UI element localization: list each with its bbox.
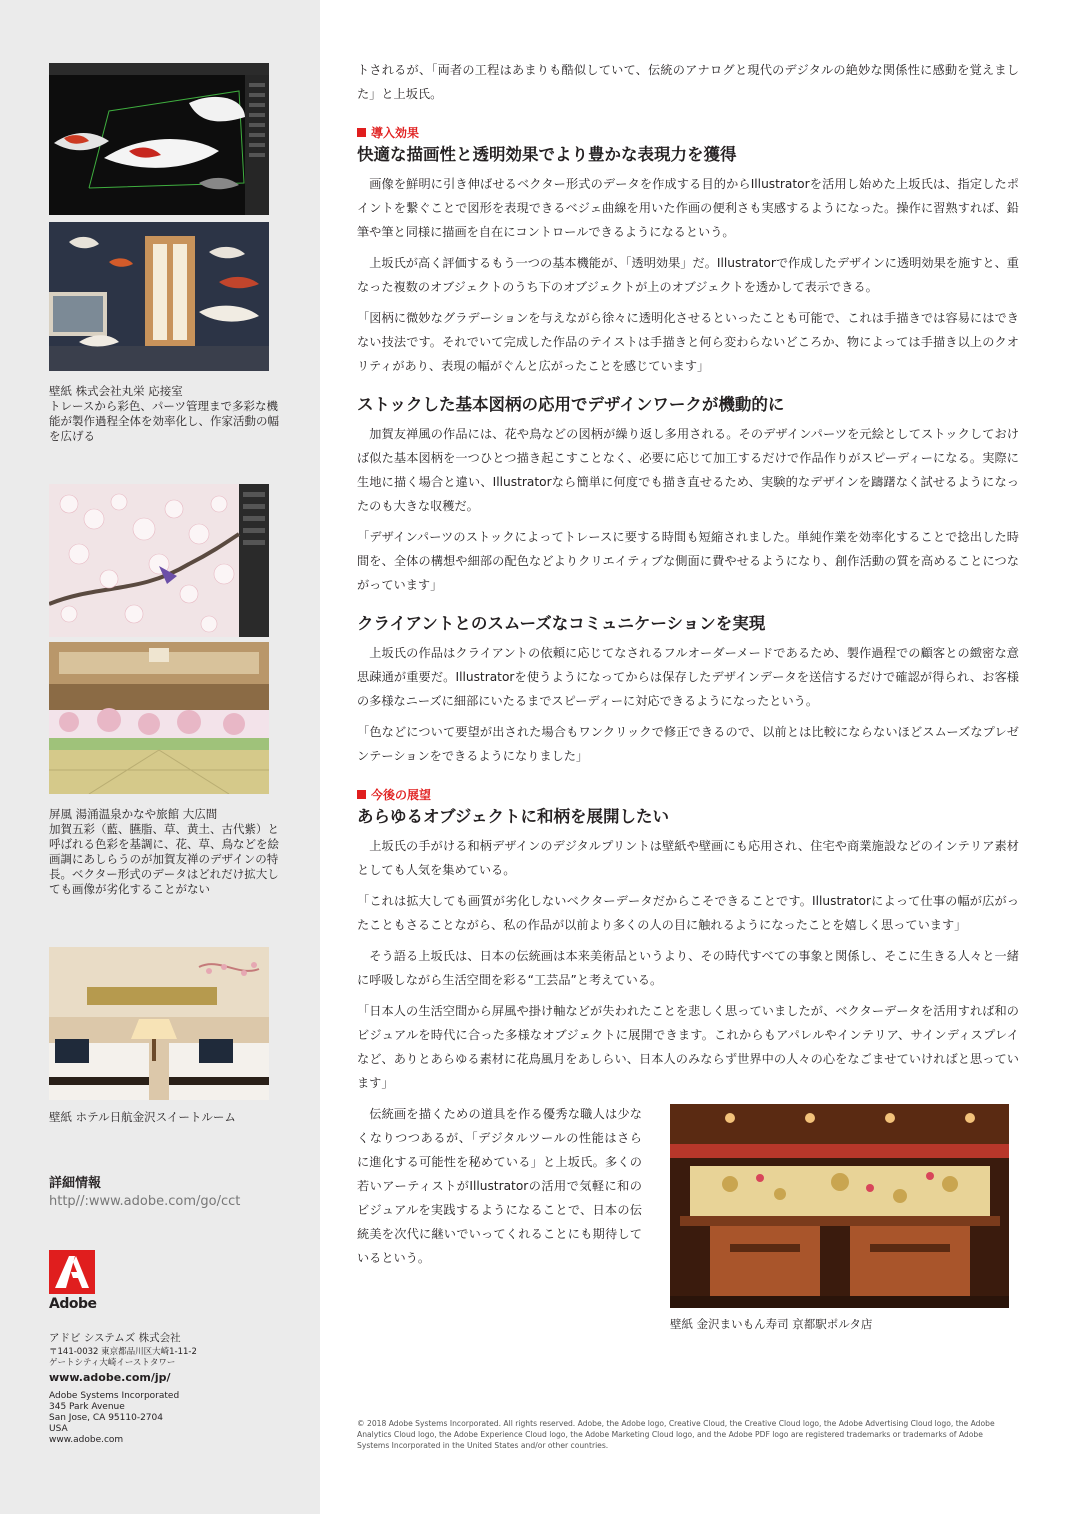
banquet-hall-photo: [49, 642, 269, 794]
section4-heading: あらゆるオブジェクトに和柄を展開したい: [357, 807, 670, 826]
company-en-address-1: 345 Park Avenue: [49, 1402, 125, 1412]
sushi-restaurant-photo: [670, 1104, 1009, 1308]
reception-room-photo: [49, 222, 269, 371]
paragraph: 伝統画を描くための道具を作る優秀な職人は少なくなりつつあるが、「デジタルツールの性能はさらに進化する可能性を秘めている」と上坂氏。多くの若いアーティストがIllustratorの活用で気軽に和のビジュアルを実践するようになることで、日本の伝統美を次代に継いでいってくれることにも期待しているという。: [357, 1107, 642, 1265]
company-en-address-2: San Jose, CA 95110-2704: [49, 1413, 163, 1423]
section3-heading: クライアントとのスムーズなコミュニケーションを実現: [357, 614, 766, 633]
section1-heading: 快適な描画性と透明効果でより豊かな表現力を獲得: [357, 145, 737, 164]
red-square-icon: [357, 790, 366, 799]
caption-hotel: [49, 1110, 279, 1125]
quote-paragraph: 「日本人の生活空間から屏風や掛け軸などが失われたことを悲しく思っていましたが、ベクターデータを活用すれば和のビジュアルを時代に合った多様なオブジェクトに展開できます。これからもアパレルやインテリア、サインディスプレイなど、ありとあらゆる素材に花鳥風月をあしらい、日本人のみならず世界中の人々の心をなごませていければと思っています」: [357, 1004, 1019, 1090]
info-url[interactable]: http//:www.adobe.com/go/cct: [49, 1194, 241, 1209]
quote-paragraph: 「図柄に微妙なグラデーションを与えながら徐々に透明化させるといったことも可能で、これは手描きでは容易にはできない技法です。それでいて完成した作品のテイストは手描きと何ら変わらないどころか、物によっては手描き以上のクオリティがあり、表現の幅がぐんと広がったことを感じています」: [357, 311, 1019, 373]
red-square-icon: [357, 128, 366, 137]
company-name: アドビ システムズ 株式会社: [49, 1332, 181, 1344]
caption-reception: [49, 384, 279, 444]
caption-text: トレースから彩色、パーツ管理まで多彩な機能が製作過程全体を効率化し、作家活動の幅を広げる: [49, 399, 279, 443]
caption-title: 壁紙 株式会社丸栄 応接室: [49, 384, 183, 398]
company-en-country: USA: [49, 1424, 68, 1434]
adobe-wordmark: Adobe: [49, 1296, 97, 1312]
info-title: 詳細情報: [49, 1176, 102, 1191]
paragraph: 画像を鮮明に引き伸ばせるベクター形式のデータを作成する目的からIllustratorを活用し始めた上坂氏は、指定したポイントを繋ぐことで図形を表現できるベジェ曲線を用いた作画の便利さも実感するようになった。操作に習熟すれば、鉛筆や筆と同様に描画を自在にコントロールできるようになるという。: [357, 177, 1019, 239]
caption-text: 加賀五彩（藍、臙脂、草、黄土、古代紫）と呼ばれる色彩を基調に、花、草、鳥などを絵画調にあしらうのが加賀友禅のデザインの特長。ベクター形式のデータはどれだけ拡大しても画像が劣化することがない: [49, 822, 279, 896]
closing-block: [357, 1102, 1019, 1331]
company-address-1: 〒141-0032 東京都品川区大崎1-11-2: [49, 1347, 197, 1357]
koi-software-screenshot: [49, 63, 269, 215]
section-label-outlook: 今後の展望: [357, 786, 1019, 804]
photo-caption: 壁紙 金沢まいもん寿司 京都駅ポルタ店: [670, 1317, 873, 1331]
paragraph: そう語る上坂氏は、日本の伝統画は本来美術品というより、その時代すべての事象と関係し、そこに生きる人々と一緒に呼吸しながら生活空間を彩る“工芸品”と考えている。: [357, 949, 1019, 987]
intro-paragraph: トされるが、「両者の工程はあまりも酷似していて、伝統のアナログと現代のデジタルの絶妙な関係性に感動を覚えました」と上坂氏。: [357, 63, 1019, 101]
hotel-suite-photo: [49, 947, 269, 1100]
caption-banquet: [49, 807, 279, 897]
company-en-web[interactable]: www.adobe.com: [49, 1435, 124, 1445]
paragraph: 上坂氏の手がける和柄デザインのデジタルプリントは壁紙や壁画にも応用され、住宅や商業施設などのインテリア素材としても人気を集めている。: [357, 839, 1019, 877]
section2-heading: ストックした基本図柄の応用でデザインワークが機動的に: [357, 395, 785, 414]
caption-title: 屏風 湯涌温泉かなや旅館 大広間: [49, 807, 218, 821]
cherry-blossom-screenshot: [49, 484, 269, 637]
caption-title: 壁紙 ホテル日航金沢スイートルーム: [49, 1110, 236, 1124]
company-web[interactable]: www.adobe.com/jp/: [49, 1371, 171, 1384]
quote-paragraph: 「これは拡大しても画質が劣化しないベクターデータだからこそできることです。Illustratorによって仕事の幅が広がったこともさることながら、私の作品が以前より多くの人の目に触れるようになったことを嬉しく思っています」: [357, 894, 1019, 932]
main-article: [357, 58, 1019, 1331]
quote-paragraph: 「デザインパーツのストックによってトレースに要する時間も短縮されました。単純作業を効率化することで捻出した時間を、全体の構想や細部の配色などよりクリエイティブな側面に費やせるようになり、創作活動の質を高めることにつながっています」: [357, 530, 1019, 592]
paragraph: 加賀友禅風の作品には、花や鳥などの図柄が繰り返し多用される。そのデザインパーツを元絵としてストックしておけば似た基本図柄を一つひとつ描き起こすことなく、必要に応じて加工するだけで作品作りがスピーディーになる。実際に生地に描く場合と違い、Illustratorなら簡単に何度でも描き直せるため、実験的なデザインを躊躇なく試せるようになったのも大きな収穫だ。: [357, 427, 1019, 513]
section-label-results: 導入効果: [357, 124, 1019, 142]
company-address-2: ゲートシティ大崎イーストタワー: [49, 1358, 176, 1368]
company-info: [49, 1332, 279, 1446]
paragraph: 上坂氏が高く評価するもう一つの基本機能が、「透明効果」だ。Illustratorで作成したデザインに透明効果を施すと、重なった複数のオブジェクトのうち下のオブジェクトが上のオブジェクトを透かして表示できる。: [357, 256, 1019, 294]
sidebar: [0, 0, 320, 1514]
quote-paragraph: 「色などについて要望が出された場合もワンクリックで修正できるので、以前とは比較にならないほどスムーズなプレゼンテーションをできるようになりました」: [357, 725, 1019, 763]
copyright-notice: © 2018 Adobe Systems Incorporated. All rights reserved. Adobe, the Adobe logo, Creative Cloud, the Creative Cloud logo, the Adobe Advertising Cloud logo, the Adobe Analytics Cloud logo, the Adobe Experience Cloud logo, the Adobe Marketing Cloud logo, and the Adobe PDF logo are registered trademarks or trademarks of Adobe Systems Incorporated in the United States and/or other countries.: [357, 1419, 995, 1450]
paragraph: 上坂氏の作品はクライアントの依頼に応じてなされるフルオーダーメードであるため、製作過程での顧客との緻密な意思疎通が重要だ。Illustratorを使うようになってからは保存したデザインデータを送信するだけで確認が得られ、お客様の多様なニーズに細部にいたるまでスピーディーに対応できるようになったという。: [357, 646, 1019, 708]
company-en-name: Adobe Systems Incorporated: [49, 1391, 180, 1401]
